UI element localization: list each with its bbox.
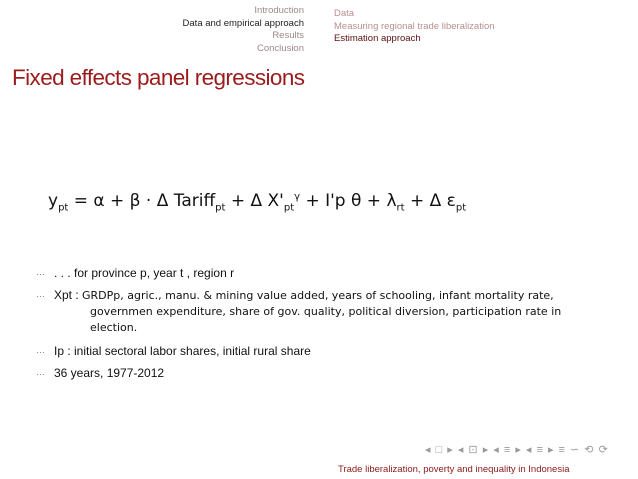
bullet-text: . . . for province p, year t , region r bbox=[54, 266, 235, 280]
bullet-text: 36 years, 1977-2012 bbox=[54, 366, 165, 380]
regression-equation bbox=[48, 191, 466, 213]
bullet-text: Ip : initial sectoral labor shares, initial rural share bbox=[54, 344, 311, 358]
bullet-mark: … bbox=[36, 289, 45, 299]
nav-data[interactable]: Data bbox=[334, 8, 355, 19]
bullet-controls bbox=[36, 288, 596, 336]
eq-y: y bbox=[48, 191, 59, 211]
eq-part4: + Δ ε bbox=[404, 191, 456, 211]
eq-part3: + I'p θ + λ bbox=[300, 191, 397, 211]
bullet-mark: … bbox=[36, 267, 45, 277]
beamer-nav-controls[interactable]: ◂ □ ▸ ◂ ⊡ ▸ ◂ ≡ ▸ ◂ ≡ ▸ ≡ ∽ ⟲ ⟳ bbox=[425, 444, 609, 456]
footer-title: Trade liberalization, poverty and inequality in Indonesia bbox=[338, 464, 570, 475]
nav-conclusion[interactable]: Conclusion bbox=[257, 42, 304, 54]
bullet-initial-shares bbox=[36, 344, 596, 358]
bullet-text: GRDPp, agric., manu. & mining value added, years of schooling, infant mortality rate, bbox=[82, 289, 554, 302]
slide-title: Fixed effects panel regressions bbox=[12, 65, 305, 90]
bullet-text-cont: election. bbox=[90, 321, 138, 334]
nav-measuring[interactable]: Measuring regional trade liberalization bbox=[334, 20, 495, 32]
eq-lambda-sub: rt bbox=[396, 202, 405, 214]
section-nav bbox=[183, 5, 304, 55]
eq-eps-sub: pt bbox=[455, 202, 467, 214]
nav-introduction[interactable]: Introduction bbox=[254, 5, 304, 16]
eq-x-sup: γ bbox=[294, 191, 301, 203]
bullet-mark: … bbox=[36, 367, 45, 377]
subsection-nav bbox=[334, 8, 495, 46]
bullet-years bbox=[36, 366, 596, 380]
bullet-text-cont: governmen expenditure, share of gov. quality, political diversion, participation rate in bbox=[90, 305, 562, 318]
eq-y-sub: pt bbox=[58, 202, 69, 214]
eq-x-sub: pt bbox=[283, 202, 295, 214]
bullet-indices bbox=[36, 266, 596, 280]
nav-estimation[interactable]: Estimation approach bbox=[334, 33, 421, 44]
bullet-list bbox=[36, 266, 596, 388]
eq-tariff-sub: pt bbox=[215, 202, 226, 214]
bullet-head: Xpt : bbox=[54, 288, 83, 302]
nav-data-empirical[interactable]: Data and empirical approach bbox=[182, 17, 304, 29]
nav-results[interactable]: Results bbox=[272, 30, 304, 41]
eq-part1: = α + β · Δ Tariff bbox=[68, 191, 216, 211]
eq-part2: + Δ X' bbox=[225, 191, 284, 211]
bullet-mark: … bbox=[36, 345, 45, 355]
